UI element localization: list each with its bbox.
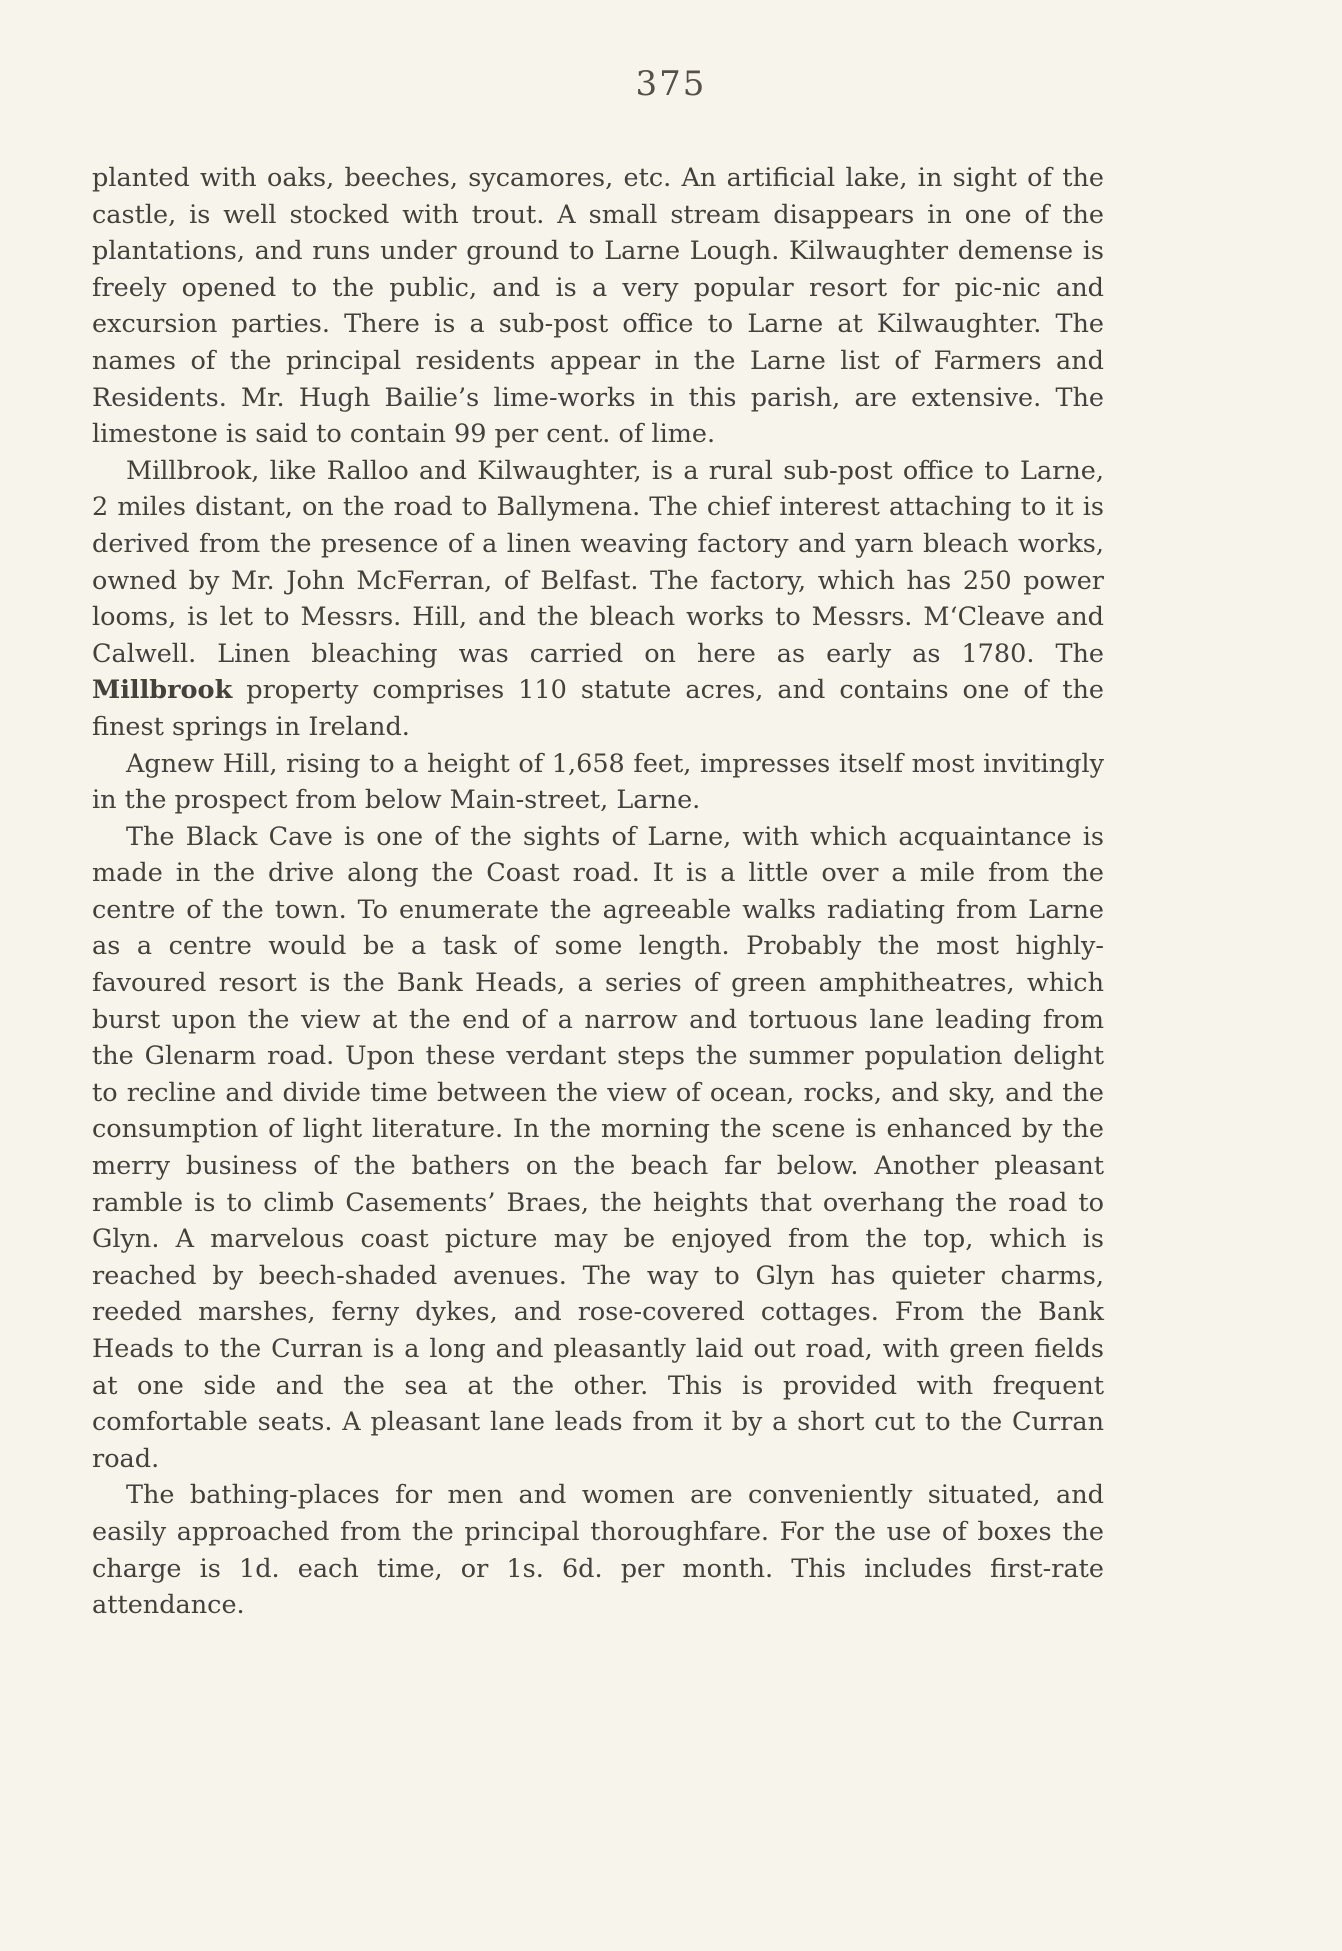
millbrook-prefix: The: [1055, 638, 1104, 669]
millbrook-text: Millbrook, like Ralloo and Kilwaughter, is a rural sub-post office to Larne, 2 miles distant, on the road to Ballymena. The chief interest attaching to it is derived from the presence of a linen weaving factory and yarn bleach works, owned by Mr. John McFerran, of Belfast. The factory, which has 250 power looms, is let to Messrs. Hill, and the bleach works to Messrs. M‘Cleave and Calwell. Linen bleaching was carried on here as early as 1780.: [92, 455, 1104, 669]
paragraph-millbrook: [92, 453, 1104, 746]
paragraph-kilwaughter: planted with oaks, beeches, sycamores, etc. An artificial lake, in sight of the castle, is well stocked with trout. A small stream disappears in one of the plantations, and runs under ground to Larne Lough. Kilwaughter demense is freely opened to the public, and is a very popular resort for pic-nic and excursion parties. There is a sub-post office to Larne at Kilwaughter. The names of the principal residents appear in the Larne list of Farmers and Residents. Mr. Hugh Bailie’s lime-works in this parish, are extensive. The limestone is said to contain 99 per cent. of lime.: [92, 163, 1104, 450]
paragraph-bathing-places: The bathing-places for men and women are conveniently situated, and easily approached from the principal thoroughfare. For the use of boxes the charge is 1d. each time, or 1s. 6d. per month. This includes first-rate attendance.: [92, 1480, 1104, 1621]
body-text: [92, 160, 1104, 1624]
millbrook-bold-word: Millbrook: [92, 675, 233, 706]
millbrook-rest: property comprises 110 statute acres, and contains one of the finest springs in Ireland.: [92, 675, 1104, 742]
page-number: 375: [635, 64, 707, 104]
paragraph-black-cave: The Black Cave is one of the sights of Larne, with which acquaintance is made in the drive along the Coast road. It is a little over a mile from the centre of the town. To enumerate the agreeable walks radiating from Larne as a centre would be a task of some length. Probably the most highly-favoured resort is the Bank Heads, a series of green amphitheatres, which burst upon the view at the end of a narrow and tortuous lane leading from the Glenarm road. Upon these verdant steps the summer population delight to recline and divide time between the view of ocean, rocks, and sky, and the consumption of light literature. In the morning the scene is enhanced by the merry business of the bathers on the beach far below. Another pleasant ramble is to climb Casements’ Braes, the heights that overhang the road to Glyn. A marvelous coast picture may be enjoyed from the top, which is reached by beech-shaded avenues. The way to Glyn has quieter charms, reeded marshes, ferny dykes, and rose-covered cottages. From the Bank Heads to the Curran is a long and pleasantly laid out road, with green fields at one side and the sea at the other. This is provided with frequent comfortable seats. A pleasant lane leads from it by a short cut to the Curran road.: [92, 821, 1104, 1474]
paragraph-agnew-hill: Agnew Hill, rising to a height of 1,658 feet, impresses itself most invitingly in the prospect from below Main-street, Larne.: [92, 748, 1104, 816]
